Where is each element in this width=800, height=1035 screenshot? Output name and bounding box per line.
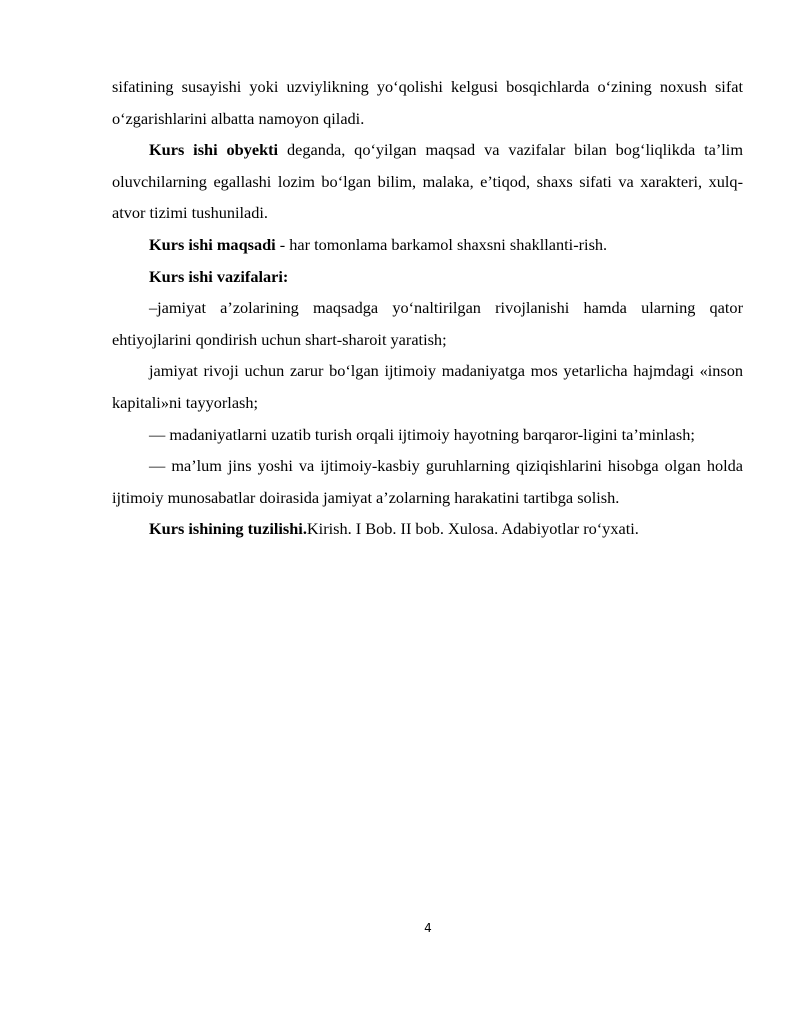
page-number: 4 — [424, 921, 432, 935]
paragraph-course-structure — [112, 513, 743, 545]
paragraph-course-object — [112, 134, 743, 229]
task-item-4: — ma’lum jins yoshi va ijtimoiy-kasbiy guruhlarning qiziqishlarini hisobga olgan holda ijtimoiy munosabatlar doirasida jamiyat a’zolarning harakatini tartibga solish. — [112, 456, 743, 507]
document-body — [112, 71, 743, 545]
task-item-3: — madaniyatlarni uzatib turish orqali ijtimoiy hayotning barqaror-ligini ta’minlash; — [149, 424, 695, 444]
text-course-structure: Kirish. I Bob. II bob. Xulosa. Adabiyotlar ro‘yxati. — [306, 519, 639, 539]
task-item-1: –jamiyat a’zolarining maqsadga yo‘naltirilgan rivojlanishi hamda ularning qator ehtiyojlarini qondirish uchun shart-sharoit yaratish; — [112, 298, 743, 349]
text-course-object: deganda, qo‘yilgan maqsad va vazifalar bilan bog‘liqlikda ta’lim oluvchilarning egallashi lozim bo‘lgan bilim, malaka, e’tiqod, shaxs sifati va xarakteri, xulq-atvor tizimi tushuniladi. — [112, 140, 743, 223]
heading-course-goal: Kurs ishi maqsadi — [149, 234, 276, 254]
task-item-2: jamiyat rivoji uchun zarur bo‘lgan ijtimoiy madaniyatga mos yetarlicha hajmdagi «inson kapitali»ni tayyorlash; — [112, 361, 743, 412]
heading-course-tasks: Kurs ishi vazifalari: — [149, 266, 289, 286]
heading-course-object: Kurs ishi obyekti — [149, 140, 279, 160]
heading-course-structure: Kurs ishining tuzilishi. — [149, 519, 307, 539]
text-course-goal: - har tomonlama barkamol shaxsni shakllanti-rish. — [275, 234, 608, 254]
paragraph-course-goal — [112, 229, 743, 261]
paragraph-continuation: sifatining susayishi yoki uzviylikning yo‘qolishi kelgusi bosqichlarda o‘zining noxush sifat o‘zgarishlarini albatta namoyon qiladi. — [112, 77, 743, 128]
paragraph-course-tasks — [112, 261, 743, 293]
